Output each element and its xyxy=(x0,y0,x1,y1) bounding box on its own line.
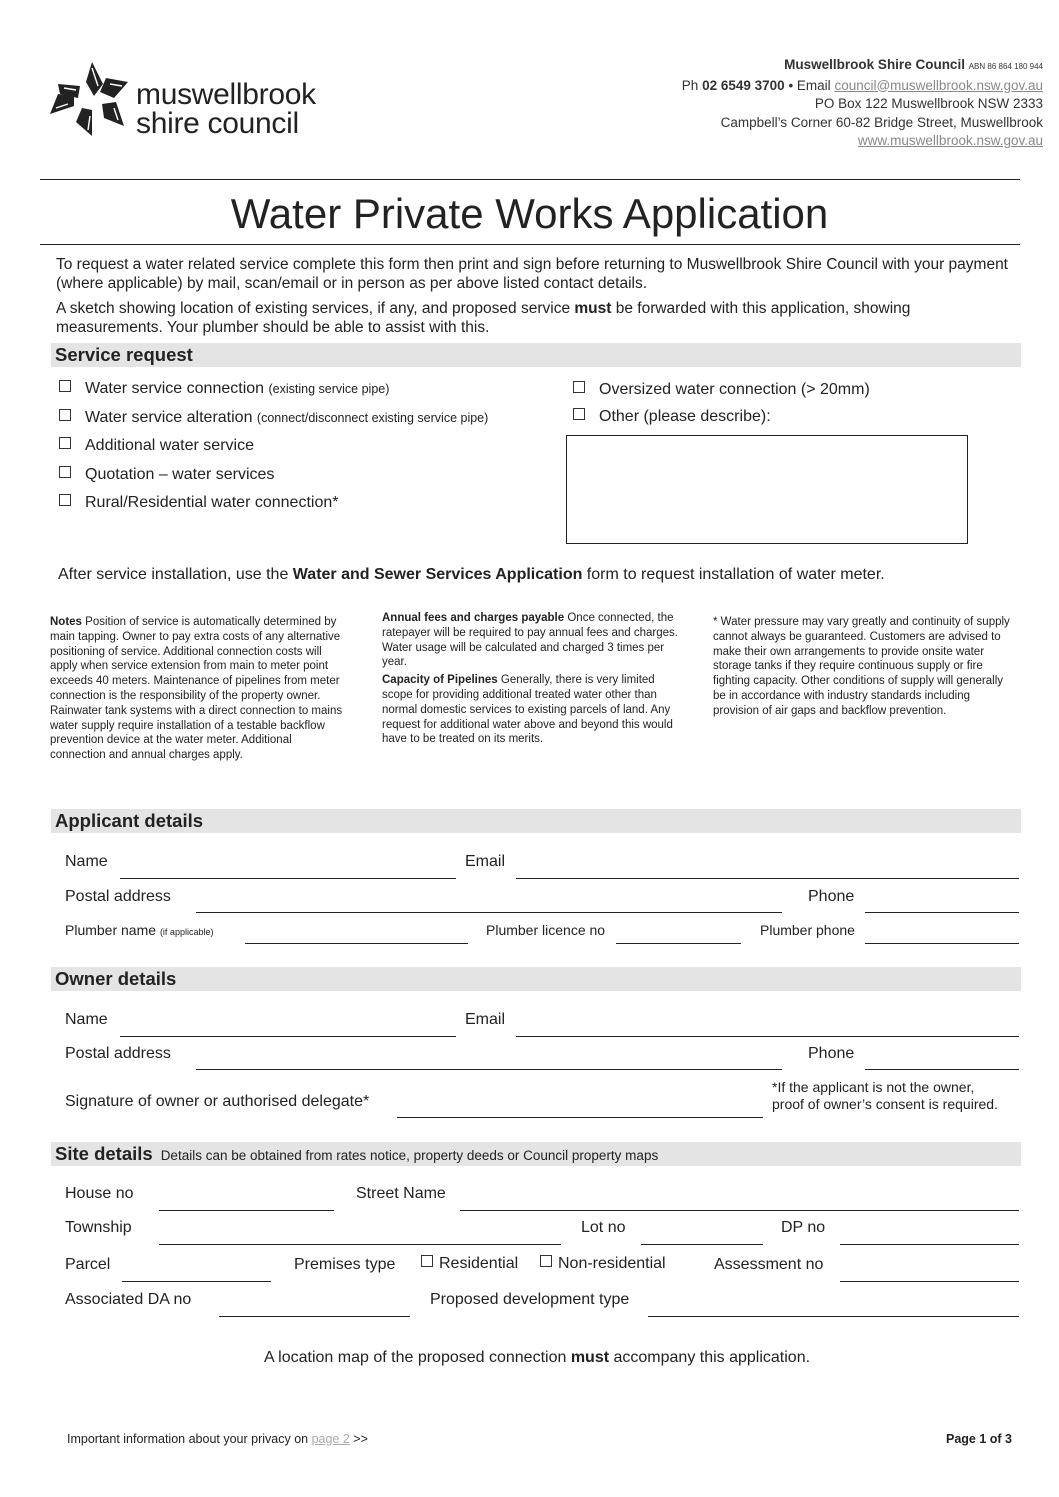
owner-phone-label: Phone xyxy=(808,1045,855,1062)
owner-name-field[interactable] xyxy=(120,1036,456,1037)
capacity-text: Generally, there is very limited scope for providing additional treated water other than normal domestic services to existing parcels of land. Any request for additional water above and beyond this would have to be treated on its merits. xyxy=(382,674,673,746)
notes-title: Notes xyxy=(50,616,82,628)
signature-field[interactable] xyxy=(397,1117,763,1118)
privacy-page-link[interactable]: page 2 xyxy=(311,1432,350,1446)
other-description-box[interactable] xyxy=(566,435,968,544)
option-note: (existing service pipe) xyxy=(268,382,390,396)
township-label: Township xyxy=(65,1219,132,1236)
consent-note xyxy=(772,1079,998,1113)
plumber-name-field[interactable] xyxy=(245,943,468,944)
contact-block xyxy=(682,56,1043,151)
plumber-licence-label: Plumber licence no xyxy=(486,922,606,938)
service-request-bar xyxy=(51,343,1021,367)
owner-postal-field[interactable] xyxy=(196,1069,782,1070)
option-water-service-alteration[interactable] xyxy=(59,409,488,427)
owner-phone-field[interactable] xyxy=(865,1069,1019,1070)
plumber-name-text: Plumber name xyxy=(65,922,157,938)
checkbox[interactable] xyxy=(59,437,71,449)
option-label: Water service connection xyxy=(85,380,265,397)
owner-name-label: Name xyxy=(65,1011,108,1028)
dp-no-label: DP no xyxy=(781,1219,826,1236)
consent-note-line-1: *If the applicant is not the owner, xyxy=(772,1079,975,1095)
premises-non-residential-option[interactable] xyxy=(540,1255,666,1273)
option-quotation[interactable] xyxy=(59,466,274,484)
after-text-end: form to request installation of water meter. xyxy=(582,566,885,583)
checkbox[interactable] xyxy=(573,381,585,393)
po-box: PO Box 122 Muswellbrook NSW 2333 xyxy=(814,96,1043,111)
capacity-title: Capacity of Pipelines xyxy=(382,674,498,687)
signature-label: Signature of owner or authorised delegate* xyxy=(65,1093,370,1110)
location-note-text: A location map of the proposed connection xyxy=(263,1349,571,1366)
intro-paragraph-2 xyxy=(56,300,1016,337)
annual-fees-title: Annual fees and charges payable xyxy=(382,612,565,624)
lot-no-field[interactable] xyxy=(641,1244,763,1245)
plumber-phone-field[interactable] xyxy=(865,943,1019,944)
top-rule xyxy=(40,179,1020,180)
applicant-details-bar xyxy=(51,809,1021,833)
location-note-must: must xyxy=(570,1349,610,1366)
privacy-text: Important information about your privacy on xyxy=(67,1432,312,1446)
council-logo xyxy=(48,58,348,138)
site-details-heading xyxy=(55,1143,658,1165)
plumber-name-note: (if applicable) xyxy=(159,927,214,937)
consent-note-line-2: proof of owner’s consent is required. xyxy=(772,1096,998,1112)
option-label: Oversized water connection (> 20mm) xyxy=(599,381,870,398)
checkbox[interactable] xyxy=(540,1255,552,1267)
privacy-footer xyxy=(67,1432,368,1446)
assessment-no-label: Assessment no xyxy=(714,1256,824,1273)
owner-details-bar xyxy=(51,967,1021,991)
house-no-label: House no xyxy=(65,1185,134,1202)
applicant-details-heading: Applicant details xyxy=(55,810,204,831)
site-heading-text: Site details xyxy=(55,1143,153,1164)
notes-text: Position of service is automatically determined by main tapping. Owner to pay extra costs of any alternative positioning of service. Additional connection costs will apply when service extension from main to meter point exceeds 40 meters. Maintenance of pipelines from meter connection is the responsibility of the property owner. Rainwater tank systems with a direct connection to mains water supply require installation of a testable backflow prevention device at the water meter. Additional connection and annual charges apply. xyxy=(50,616,343,762)
after-text: After service installation, use the xyxy=(58,566,293,583)
plumber-phone-label: Plumber phone xyxy=(760,922,855,938)
intro-p2-text-end: be forwarded with this application, showing measurements. Your plumber should be able to assist with this. xyxy=(56,300,911,336)
lot-no-label: Lot no xyxy=(581,1219,626,1236)
associated-da-field[interactable] xyxy=(219,1316,410,1317)
location-map-note xyxy=(0,1349,1059,1367)
intro-p2-must: must xyxy=(574,300,612,317)
owner-email-label: Email xyxy=(465,1011,506,1028)
privacy-arrows: >> xyxy=(349,1432,368,1446)
owner-email-field[interactable] xyxy=(516,1036,1019,1037)
phone-prefix: Ph xyxy=(681,77,699,93)
email-prefix: • Email xyxy=(788,77,831,93)
associated-da-label: Associated DA no xyxy=(65,1291,192,1308)
township-field[interactable] xyxy=(159,1244,561,1245)
site-subheading: Details can be obtained from rates notice, property deeds or Council property maps xyxy=(160,1148,659,1163)
house-no-field[interactable] xyxy=(159,1210,334,1211)
applicant-postal-field[interactable] xyxy=(196,912,782,913)
owner-postal-label: Postal address xyxy=(65,1045,171,1062)
option-rural-residential[interactable] xyxy=(59,494,338,512)
option-water-service-connection[interactable] xyxy=(59,380,389,398)
proposed-dev-field[interactable] xyxy=(648,1316,1019,1317)
premises-residential-option[interactable] xyxy=(421,1255,518,1273)
intro-p2-text: A sketch showing location of existing services, if any, and proposed service xyxy=(56,300,575,317)
website-link[interactable]: www.muswellbrook.nsw.gov.au xyxy=(857,133,1043,148)
parcel-label: Parcel xyxy=(65,1256,111,1273)
email-link[interactable]: council@muswellbrook.nsw.gov.au xyxy=(834,77,1043,93)
applicant-phone-label: Phone xyxy=(808,888,855,905)
option-other[interactable] xyxy=(573,408,771,426)
notes-column-1 xyxy=(50,615,350,763)
checkbox[interactable] xyxy=(573,408,585,420)
after-installation-note xyxy=(58,566,885,584)
star-logo-icon xyxy=(48,58,132,138)
page-number: Page 1 of 3 xyxy=(946,1432,1012,1446)
checkbox[interactable] xyxy=(59,466,71,478)
logo-line-2: shire council xyxy=(136,107,299,140)
applicant-phone-field[interactable] xyxy=(865,912,1019,913)
option-label: Water service alteration xyxy=(85,409,253,426)
applicant-postal-label: Postal address xyxy=(65,888,171,905)
checkbox[interactable] xyxy=(421,1255,433,1267)
intro-paragraph-1: To request a water related service complete this form then print and sign before returning to Muswellbrook Shire Council with your payment (where applicable) by mail, scan/email or in person as per above listed contact details. xyxy=(56,256,1008,292)
logo-line-1: muswellbrook xyxy=(136,78,316,111)
premises-type-label: Premises type xyxy=(294,1256,396,1273)
checkbox[interactable] xyxy=(59,409,71,421)
option-label: Quotation – water services xyxy=(85,466,275,483)
applicant-name-field[interactable] xyxy=(120,878,456,879)
title-rule xyxy=(40,244,1020,245)
option-oversized-connection[interactable] xyxy=(573,381,870,399)
phone-number: 02 6549 3700 xyxy=(702,77,785,93)
plumber-licence-field[interactable] xyxy=(616,943,741,944)
after-form-name: Water and Sewer Services Application xyxy=(292,566,583,583)
site-details-bar xyxy=(51,1142,1021,1166)
dp-no-field[interactable] xyxy=(840,1244,1019,1245)
assessment-no-field[interactable] xyxy=(840,1281,1019,1282)
checkbox[interactable] xyxy=(59,494,71,506)
notes-column-3: * Water pressure may vary greatly and continuity of supply cannot always be guaranteed. Customers are advised to make their own arrangements to provide onsite water storage tanks if they require continuous supply or fire fighting capacity. Other conditions of supply will generally be in accordance with industry standards including provision of air gaps and backflow prevention. xyxy=(713,616,1010,717)
option-additional-water-service[interactable] xyxy=(59,437,254,455)
location-note-text-end: accompany this application. xyxy=(609,1349,811,1366)
residential-label: Residential xyxy=(439,1255,519,1272)
service-request-heading: Service request xyxy=(55,344,193,365)
applicant-email-field[interactable] xyxy=(516,878,1019,879)
abn: ABN 86 864 180 944 xyxy=(968,62,1043,71)
annual-fees-text: Once connected, the ratepayer will be required to pay annual fees and charges. Water usage will be calculated and charged 3 times per year. xyxy=(382,612,678,669)
notes-column-2 xyxy=(382,611,682,747)
parcel-field[interactable] xyxy=(122,1281,271,1282)
street-name-label: Street Name xyxy=(356,1185,446,1202)
street-name-field[interactable] xyxy=(460,1210,1019,1211)
option-note: (connect/disconnect existing service pipe) xyxy=(256,411,489,425)
option-label: Rural/Residential water connection* xyxy=(85,494,339,511)
applicant-email-label: Email xyxy=(465,853,506,870)
checkbox[interactable] xyxy=(59,380,71,392)
page-title: Water Private Works Application xyxy=(230,190,829,237)
option-label: Other (please describe): xyxy=(599,408,771,425)
proposed-dev-label: Proposed development type xyxy=(430,1291,630,1308)
owner-details-heading: Owner details xyxy=(55,968,177,989)
plumber-name-label xyxy=(65,922,213,938)
applicant-name-label: Name xyxy=(65,853,108,870)
option-label: Additional water service xyxy=(85,437,254,454)
council-name: Muswellbrook Shire Council xyxy=(784,57,965,72)
non-residential-label: Non-residential xyxy=(558,1255,666,1272)
street-address: Campbell’s Corner 60-82 Bridge Street, Muswellbrook xyxy=(720,114,1043,130)
